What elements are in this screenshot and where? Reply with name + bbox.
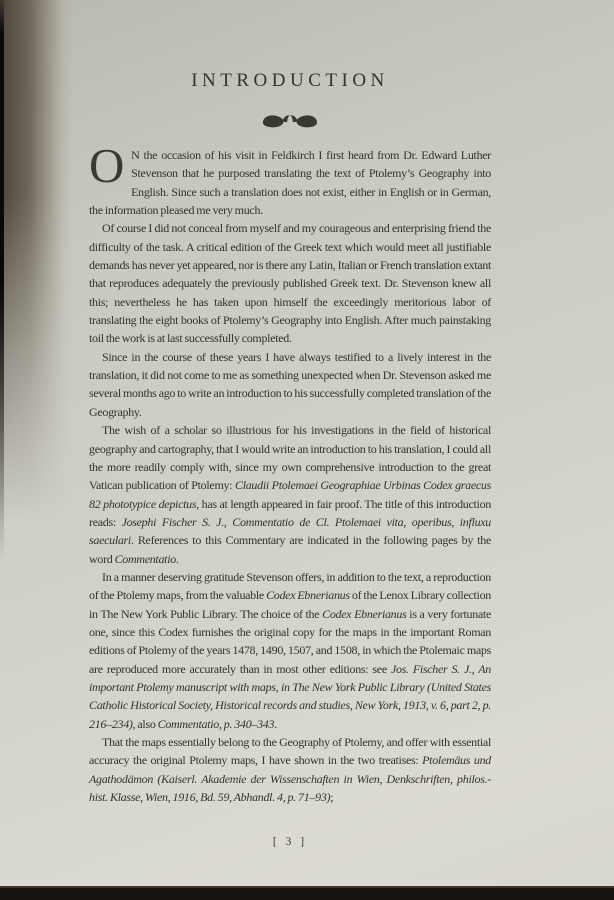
italic-text-run: Jos. Fischer S. J., An important Ptolemy manuscript with maps, in The New York Public Library (United States Catholic Historical Society, Historical records and studies, New York, 1913, v. 6, part 2, p. 216–234) (89, 661, 491, 731)
text-run: . (274, 716, 277, 731)
paragraph-list (89, 138, 491, 806)
paragraph (89, 421, 491, 568)
paragraph (89, 219, 491, 347)
page-number: [ 3 ] (272, 836, 308, 848)
photo-bottom-edge (0, 886, 614, 900)
text-run: Of course I did not conceal from myself and my courageous and enterprising friend the difficulty of the task. A critical edition of the Greek text which would meet all justifiable demands has never yet appeared, nor is there any Latin, Italian or French translation extant that reproduces adequately the previously published Greek text. Dr. Stevenson knew all this; nevertheless he has taken upon himself the exceedingly meritorious labor of translating the eight books of Ptolemy’s Geography into English. After much painstaking toil the work is at last successfully completed. (89, 221, 491, 346)
italic-text-run: Codex Ebnerianus (266, 588, 350, 603)
paragraph (89, 733, 491, 806)
text-run: of the Lenox Library collection in The New York Public Library. The choice of the (89, 588, 491, 621)
paragraph (89, 568, 491, 733)
aldus-leaf-pair-icon (261, 110, 319, 130)
book-gutter-shadow (0, 0, 72, 520)
text-run: , has at length appeared in fair proof. The title of this introduction reads: (89, 496, 491, 529)
page-title: INTRODUCTION (191, 70, 389, 91)
drop-cap: O (89, 138, 125, 193)
paragraph (89, 348, 491, 421)
italic-text-run: Josephi Fischer S. J., Commentatio de Cl. Ptolemaei vita, operibus, influxu saeculari (89, 514, 491, 548)
book-spine-edge (0, 0, 4, 560)
italic-text-run: Codex Ebnerianus (322, 606, 407, 621)
italic-text-run: Ptolemäus und Agathodämon (Kaiserl. Akademie der Wissenschaften in Wien, Denkschriften, philos.-hist. Klasse, Wien, 1916, Bd. 59, Abhandl. 4, p. 71–93) (89, 753, 491, 805)
italic-text-run: Commentatio (114, 551, 176, 566)
paragraph (89, 138, 491, 219)
text-run: Since in the course of these years I have always testified to a lively interest in the translation, it did not come to me as something unexpected when Dr. Stevenson asked me several months ago to write an introduction to his successfully completed translation of the Geography. (89, 349, 491, 419)
fleuron-ornament (89, 110, 491, 135)
text-run: . (175, 551, 179, 566)
text-run: is a very fortunate one, since this Codex furnishes the original copy for the maps in the important Roman editions of Ptolemy of the years 1478, 1490, 1507, and 1508, in which the Ptolemaic maps are reproduced more accurately than in most other editions: see (89, 606, 491, 676)
italic-text-run: Claudii Ptolemaei Geographiae Urbinas Codex graecus 82 phototypice depictus (89, 478, 491, 511)
text-run: The wish of a scholar so illustrious for his investigations in the field of historical geography and cartography, that I would write an introduction to his translation, I could all the more readily comply with, since my own comprehensive introduction to the great Vatican publication of Ptolemy: (89, 423, 491, 493)
text-run: , also (132, 716, 158, 731)
text-run: . References to this Commentary are indicated in the following pages by the word (89, 533, 491, 566)
text-run: N the occasion of his visit in Feldkirch I first heard from Dr. Edward Luther Stevenson that he purposed translating the text of Ptolemy’s Geography into English. Since such a translation does not exist, either in English or in German, the information pleased me very much. (89, 148, 491, 218)
italic-text-run: Commentatio, p. 340–343 (157, 716, 275, 731)
text-run: ; (330, 790, 334, 805)
text-run: That the maps essentially belong to the Geography of Ptolemy, and offer with essential accuracy the original Ptolemy maps, I have shown in the two treatises: (89, 735, 491, 768)
text-run: In a manner deserving gratitude Stevenson offers, in addition to the text, a reproduction of the Ptolemy maps, from the valuable (89, 569, 491, 603)
